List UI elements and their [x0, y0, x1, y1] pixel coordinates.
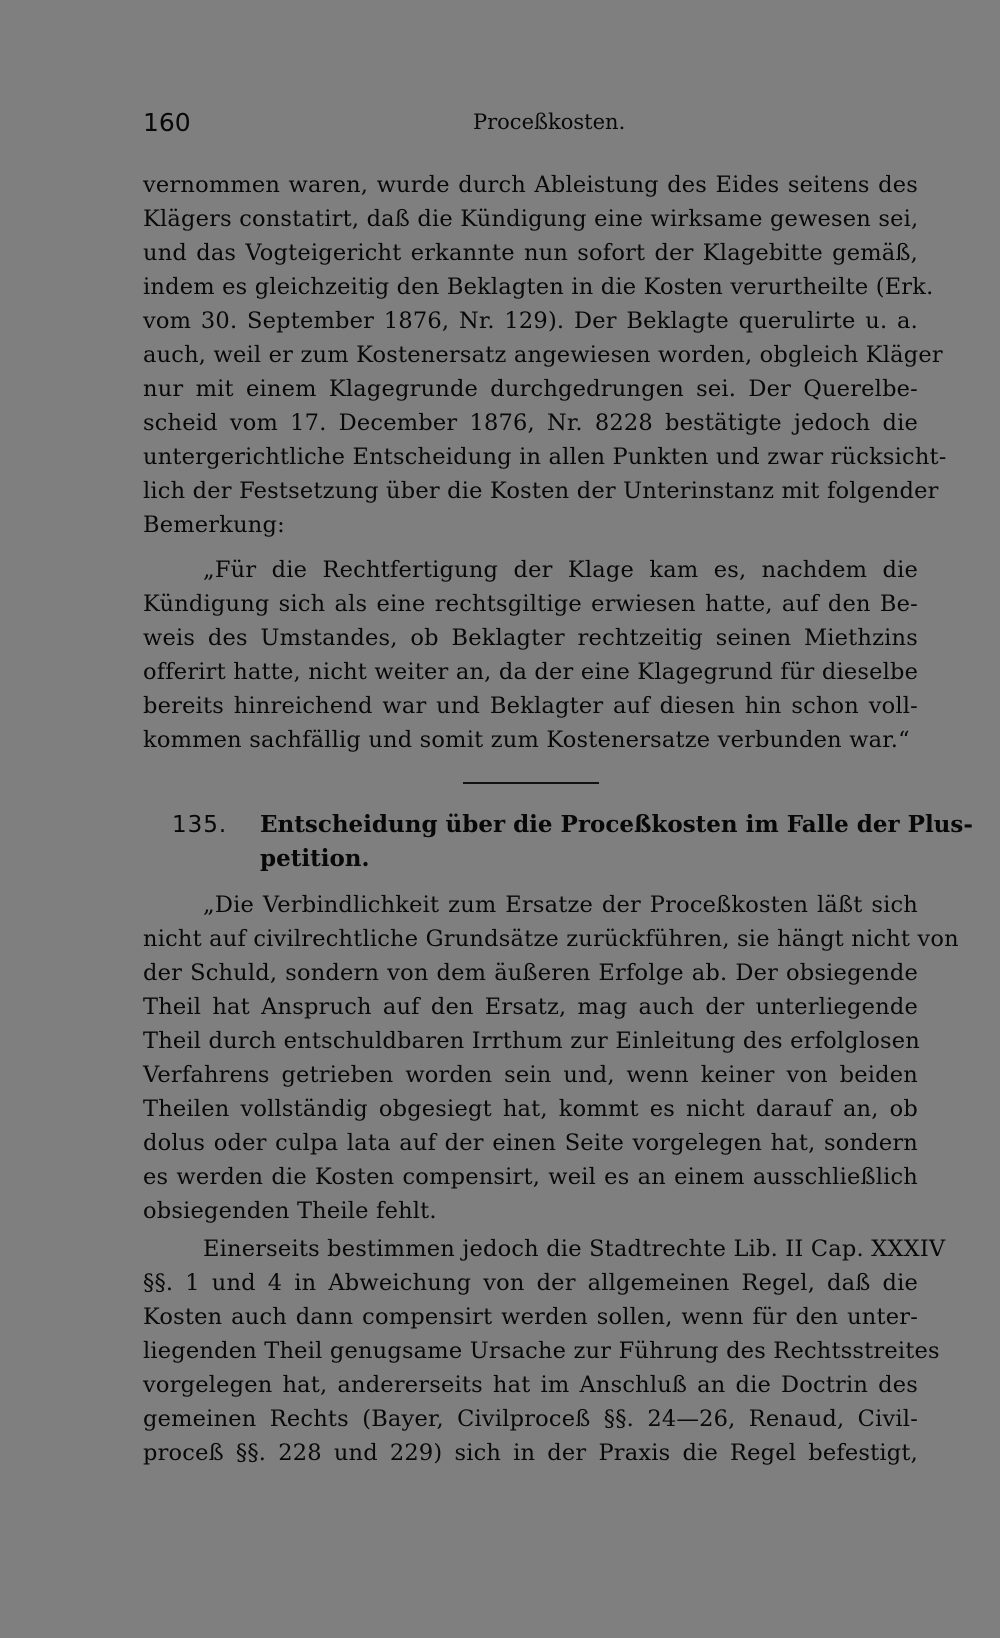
text-line: offerirt hatte, nicht weiter an, da der eine Klagegrund für dieselbe: [143, 659, 919, 685]
page-header: [143, 108, 923, 148]
text-line: gemeinen Rechts (Bayer, Civilproceß §§. 24—26, Renaud, Civil-: [143, 1406, 918, 1432]
section-title-line: petition.: [260, 845, 370, 872]
text-line: Bemerkung:: [143, 512, 285, 538]
text-line: weis des Umstandes, ob Beklagter rechtzeitig seinen Miethzins: [143, 625, 918, 651]
text-line: obsiegenden Theile fehlt.: [143, 1198, 437, 1224]
text-line: dolus oder culpa lata auf der einen Seite vorgelegen hat, sondern: [143, 1130, 918, 1156]
section-heading: [172, 808, 973, 876]
text-line: nur mit einem Klagegrunde durchgedrungen sei. Der Querelbe-: [143, 376, 918, 402]
text-line: scheid vom 17. December 1876, Nr. 8228 bestätigte jedoch die: [143, 410, 918, 436]
text-line: „Die Verbindlichkeit zum Ersatze der Proceßkosten läßt sich: [203, 892, 918, 918]
quoted-paragraph: [143, 888, 959, 1228]
text-line: „Für die Rechtfertigung der Klage kam es, nachdem die: [203, 557, 918, 583]
running-title: Proceßkosten.: [473, 110, 626, 134]
text-line: Kosten auch dann compensirt werden sollen, wenn für den unter-: [143, 1304, 918, 1330]
text-line: und das Vogteigericht erkannte nun sofort der Klagebitte gemäß,: [143, 240, 918, 266]
text-line: indem es gleichzeitig den Beklagten in die Kosten verurtheilte (Erk.: [143, 274, 934, 300]
text-line: auch, weil er zum Kostenersatz angewiesen worden, obgleich Kläger: [143, 342, 943, 368]
text-line: Theil hat Anspruch auf den Ersatz, mag auch der unterliegende: [143, 994, 918, 1020]
text-line: vorgelegen hat, andererseits hat im Anschluß an die Doctrin des: [143, 1372, 918, 1398]
quoted-remark: [143, 553, 918, 757]
text-line: Einerseits bestimmen jedoch die Stadtrechte Lib. II Cap. XXXIV: [203, 1236, 946, 1262]
text-line: vom 30. September 1876, Nr. 129). Der Beklagte querulirte u. a.: [143, 308, 918, 334]
page-number: 160: [143, 108, 191, 137]
text-line: vernommen waren, wurde durch Ableistung des Eides seitens des: [143, 172, 918, 198]
section-number: 135.: [172, 812, 228, 838]
section-title-line: Entscheidung über die Proceßkosten im Falle der Plus-: [260, 811, 973, 838]
paragraph: [143, 1232, 946, 1470]
text-line: proceß §§. 228 und 229) sich in der Praxis die Regel befestigt,: [143, 1440, 918, 1466]
text-line: Kündigung sich als eine rechtsgiltige erwiesen hatte, auf den Be-: [143, 591, 918, 617]
text-line: der Schuld, sondern von dem äußeren Erfolge ab. Der obsiegende: [143, 960, 918, 986]
text-line: es werden die Kosten compensirt, weil es an einem ausschließlich: [143, 1164, 918, 1190]
text-line: Theil durch entschuldbaren Irrthum zur Einleitung des erfolglosen: [143, 1028, 920, 1054]
paragraph-continued: [143, 168, 947, 542]
section-divider: [463, 782, 599, 784]
text-line: nicht auf civilrechtliche Grundsätze zurückführen, sie hängt nicht von: [143, 926, 959, 952]
text-line: untergerichtliche Entscheidung in allen Punkten und zwar rücksicht-: [143, 444, 947, 470]
text-line: lich der Festsetzung über die Kosten der Unterinstanz mit folgender: [143, 478, 939, 504]
text-line: Theilen vollständig obgesiegt hat, kommt es nicht darauf an, ob: [143, 1096, 918, 1122]
text-line: Verfahrens getrieben worden sein und, wenn keiner von beiden: [143, 1062, 918, 1088]
text-line: Klägers constatirt, daß die Kündigung eine wirksame gewesen sei,: [143, 206, 919, 232]
text-line: kommen sachfällig und somit zum Kostenersatze verbunden war.“: [143, 727, 910, 753]
text-line: liegenden Theil genugsame Ursache zur Führung des Rechtsstreites: [143, 1338, 940, 1364]
text-line: bereits hinreichend war und Beklagter auf diesen hin schon voll-: [143, 693, 918, 719]
text-line: §§. 1 und 4 in Abweichung von der allgemeinen Regel, daß die: [143, 1270, 918, 1296]
